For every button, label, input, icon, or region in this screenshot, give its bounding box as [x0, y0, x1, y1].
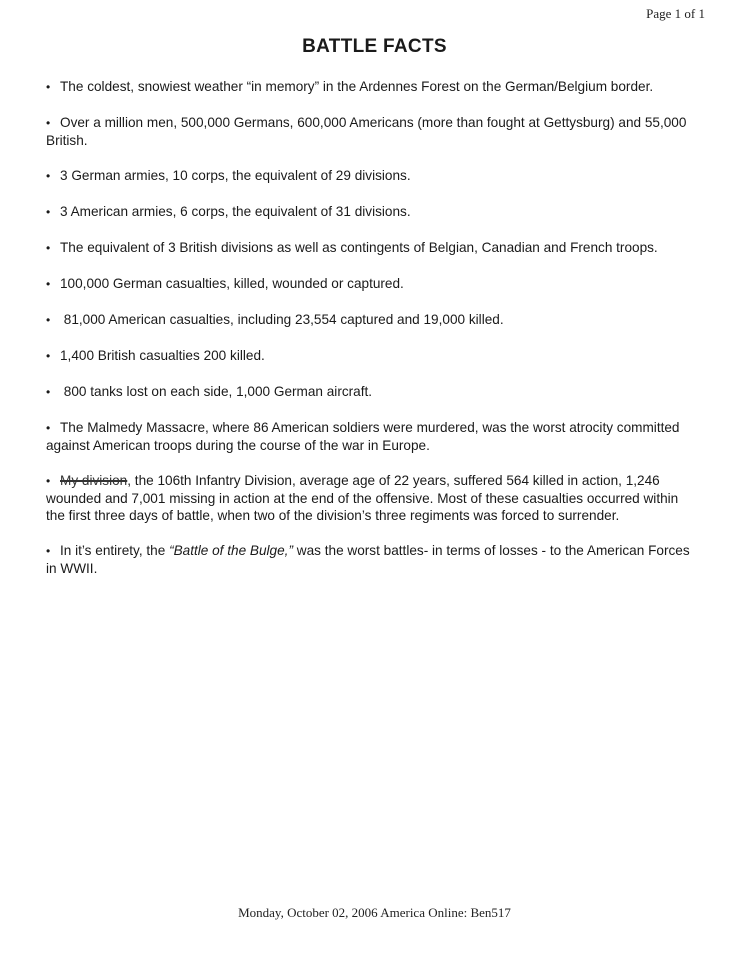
- bullet-icon: •: [46, 241, 51, 255]
- struck-out-text: My division: [60, 473, 128, 488]
- fact-text: 81,000 American casualties, including 23,554 captured and 19,000 killed.: [60, 312, 504, 327]
- document-title: BATTLE FACTS: [302, 36, 447, 57]
- fact-text-after: was the worst battles- in terms of losses - to the American Forces in WWII.: [46, 543, 690, 576]
- fact-text: 3 German armies, 10 corps, the equivalent of 29 divisions.: [60, 168, 411, 183]
- fact-item: [46, 114, 696, 149]
- print-footer: Monday, October 02, 2006 America Online: Ben517: [238, 905, 511, 920]
- fact-text: 1,400 British casualties 200 killed.: [60, 348, 265, 363]
- fact-item: [46, 311, 696, 329]
- fact-item: [46, 239, 696, 257]
- battle-facts-list: [46, 78, 696, 595]
- bullet-icon: •: [46, 169, 51, 183]
- bullet-icon: •: [46, 313, 51, 327]
- fact-text: 3 American armies, 6 corps, the equivalent of 31 divisions.: [60, 204, 411, 219]
- fact-item: [46, 383, 696, 401]
- fact-text: The equivalent of 3 British divisions as well as contingents of Belgian, Canadian and French troops.: [60, 240, 658, 255]
- fact-text-before: In it’s entirety, the: [60, 543, 170, 558]
- fact-item: [46, 347, 696, 365]
- fact-item: [46, 78, 696, 96]
- fact-text: 800 tanks lost on each side, 1,000 German aircraft.: [60, 384, 373, 399]
- bullet-icon: •: [46, 116, 51, 130]
- battle-name-italic: “Battle of the Bulge,”: [169, 543, 293, 558]
- bullet-icon: •: [46, 80, 51, 94]
- fact-text: , the 106th Infantry Division, average age of 22 years, suffered 564 killed in action, 1,246 wounded and 7,001 missing in action at the end of the offensive. Most of these casualties occurred within the first three days of battle, when two of the division’s three regiments was forced to surrender.: [46, 473, 679, 523]
- bullet-icon: •: [46, 277, 51, 291]
- fact-text: 100,000 German casualties, killed, wounded or captured.: [60, 276, 404, 291]
- fact-item: [46, 472, 696, 524]
- fact-text: The Malmedy Massacre, where 86 American soldiers were murdered, was the worst atrocity committed against American troops during the course of the war in Europe.: [46, 420, 680, 453]
- bullet-icon: •: [46, 385, 51, 399]
- page-indicator: Page 1 of 1: [646, 6, 705, 21]
- bullet-icon: •: [46, 544, 51, 558]
- bullet-icon: •: [46, 349, 51, 363]
- fact-item: [46, 275, 696, 293]
- fact-item: [46, 167, 696, 185]
- fact-item: [46, 203, 696, 221]
- fact-item: [46, 419, 696, 454]
- fact-text: Over a million men, 500,000 Germans, 600,000 Americans (more than fought at Gettysburg) and 55,000 British.: [46, 115, 687, 148]
- fact-text: The coldest, snowiest weather “in memory” in the Ardennes Forest on the German/Belgium border.: [60, 79, 654, 94]
- fact-item: [46, 542, 696, 577]
- bullet-icon: •: [46, 421, 51, 435]
- bullet-icon: •: [46, 474, 51, 488]
- bullet-icon: •: [46, 205, 51, 219]
